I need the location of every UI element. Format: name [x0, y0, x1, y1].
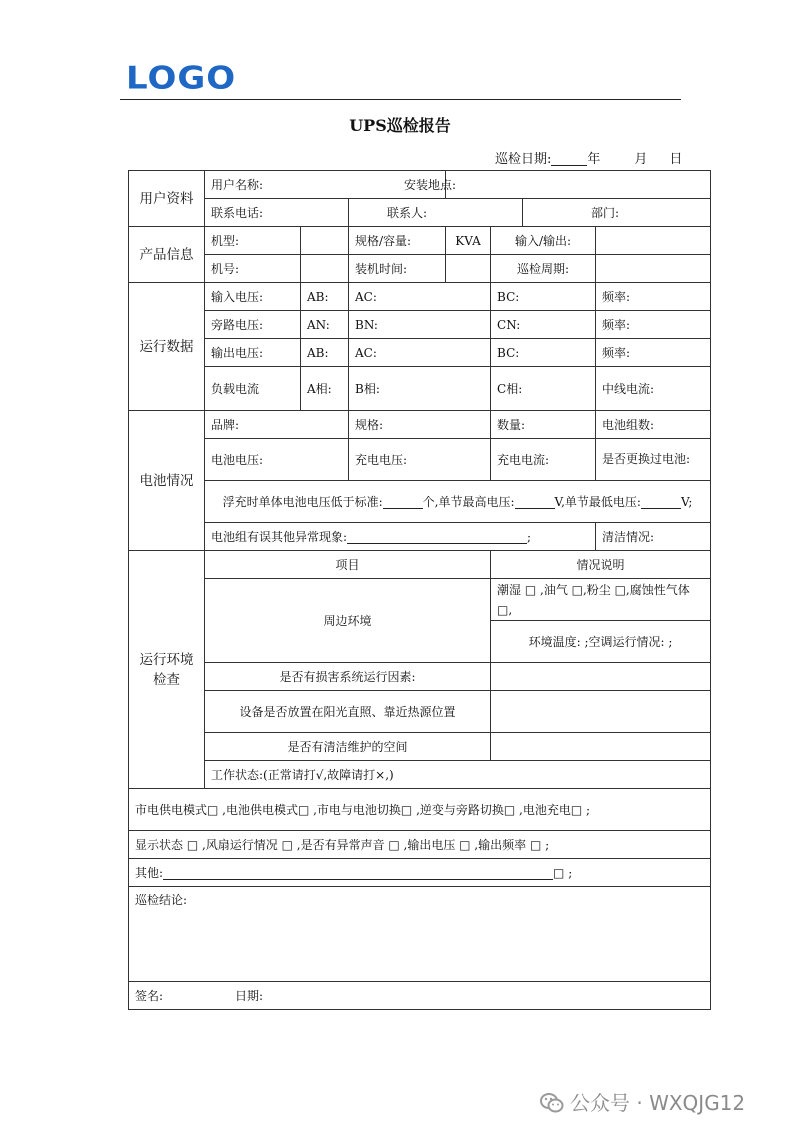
dept-field[interactable]: [523, 199, 711, 227]
load-neutral[interactable]: 中线电流:: [596, 367, 711, 411]
surround-env-label: 周边环境: [205, 579, 491, 663]
env-temp-desc[interactable]: 环境温度: ;空调运行情况: ;: [491, 621, 711, 663]
battery-qty[interactable]: 数量:: [491, 411, 596, 439]
battery-voltage[interactable]: 电池电压:: [205, 439, 349, 481]
battery-spec[interactable]: 规格:: [349, 411, 491, 439]
load-a-phase[interactable]: A相:: [301, 367, 349, 411]
conclusion-label: 巡检结论:: [135, 893, 188, 907]
input-voltage-label: 输入电压:: [205, 283, 301, 311]
section-run-data: 运行数据: [129, 283, 205, 411]
sunlight-value[interactable]: [491, 691, 711, 733]
model-value[interactable]: [301, 227, 349, 255]
charge-voltage[interactable]: 充电电压:: [349, 439, 491, 481]
surround-env-desc[interactable]: 潮湿 □ ,油气 □,粉尘 □,腐蚀性气体 □,: [491, 579, 711, 621]
wechat-icon: [540, 1092, 564, 1114]
battery-abnormal-end: ;: [527, 529, 532, 544]
install-time-label: 装机时间:: [349, 255, 446, 283]
battery-brand[interactable]: 品牌:: [205, 411, 349, 439]
bypass-cn[interactable]: CN:: [491, 311, 596, 339]
output-ac[interactable]: AC:: [349, 339, 491, 367]
clean-status[interactable]: 清洁情况:: [596, 523, 711, 551]
harm-factor-label: 是否有损害系统运行因素:: [205, 663, 491, 691]
serial-value[interactable]: [301, 255, 349, 283]
date-day: 日: [669, 152, 683, 167]
float-label-a: 浮充时单体电池电压低于标准:: [222, 494, 383, 509]
bypass-an[interactable]: AN:: [301, 311, 349, 339]
env-col-item: 项目: [205, 551, 491, 579]
input-ac[interactable]: AC:: [349, 283, 491, 311]
harm-factor-value[interactable]: [491, 663, 711, 691]
sunlight-label: 设备是否放置在阳光直照、靠近热源位置: [205, 691, 491, 733]
load-current-label: 负载电流: [205, 367, 301, 411]
install-time-value[interactable]: [446, 255, 491, 283]
install-address-label: 安装地点:: [404, 177, 457, 192]
float-charge-row[interactable]: [205, 481, 711, 523]
charge-current[interactable]: 充电电流:: [491, 439, 596, 481]
battery-groups[interactable]: 电池组数:: [596, 411, 711, 439]
logo: LOGO: [126, 60, 237, 97]
other-end: □ ;: [553, 865, 573, 880]
spec-label: 规格/容量:: [349, 227, 446, 255]
section-user: 用户资料: [129, 171, 205, 227]
output-ab[interactable]: AB:: [301, 339, 349, 367]
input-freq[interactable]: 频率:: [596, 283, 711, 311]
watermark-text: 公众号 · WXQJG12: [570, 1091, 746, 1115]
input-ab[interactable]: AB:: [301, 283, 349, 311]
output-voltage-label: 输出电压:: [205, 339, 301, 367]
section-product: 产品信息: [129, 227, 205, 283]
maintenance-space-label: 是否有清洁维护的空间: [205, 733, 491, 761]
inspection-date: [495, 148, 682, 167]
header-rule: [120, 99, 681, 100]
date-year: 年: [587, 152, 601, 167]
bypass-bn[interactable]: BN:: [349, 311, 491, 339]
maintenance-space-value[interactable]: [491, 733, 711, 761]
phone-label: 联系电话:: [211, 205, 264, 220]
io-label: 输入/输出:: [491, 227, 596, 255]
battery-abnormal-row[interactable]: [205, 523, 596, 551]
cycle-value[interactable]: [596, 255, 711, 283]
bypass-voltage-label: 旁路电压:: [205, 311, 301, 339]
phone-field[interactable]: [205, 199, 349, 227]
work-status: 工作状态:(正常请打√,故障请打×,): [205, 761, 711, 789]
date-month: 月: [634, 152, 648, 167]
env-col-desc: 情况说明: [491, 551, 711, 579]
section-environment: 运行环境检查: [129, 551, 205, 789]
other-label: 其他:: [135, 865, 164, 880]
float-label-d: V;: [680, 494, 693, 509]
float-label-c: V,单节最低电压:: [554, 494, 641, 509]
battery-abnormal-label: 电池组有误其他异常现象:: [211, 529, 348, 544]
signature-date-label: 日期:: [235, 988, 264, 1003]
serial-label: 机号:: [205, 255, 301, 283]
install-address-field[interactable]: [404, 171, 711, 199]
other-row[interactable]: [129, 859, 711, 887]
watermark: [540, 1087, 745, 1116]
signature-label: 签名:: [135, 988, 164, 1003]
bypass-freq[interactable]: 频率:: [596, 311, 711, 339]
conclusion-box[interactable]: [129, 887, 711, 982]
load-c-phase[interactable]: C相:: [491, 367, 596, 411]
input-bc[interactable]: BC:: [491, 283, 596, 311]
date-label: 巡检日期:: [495, 152, 552, 167]
output-freq[interactable]: 频率:: [596, 339, 711, 367]
signature-row[interactable]: [129, 982, 711, 1010]
contact-field[interactable]: [349, 199, 523, 227]
load-b-phase[interactable]: B相:: [349, 367, 491, 411]
display-status[interactable]: 显示状态 □ ,风扇运行情况 □ ,是否有异常声音 □ ,输出电压 □ ,输出频率 □ ;: [129, 831, 711, 859]
power-modes[interactable]: 市电供电模式□ ,电池供电模式□ ,市电与电池切换□ ,逆变与旁路切换□ ,电池充电□ ;: [129, 789, 711, 831]
battery-replaced[interactable]: 是否更换过电池:: [596, 439, 711, 481]
float-label-b: 个,单节最高电压:: [422, 494, 515, 509]
inspection-form: [128, 170, 711, 1010]
page-title: UPS巡检报告: [349, 116, 451, 135]
dept-label: 部门:: [591, 205, 620, 220]
output-bc[interactable]: BC:: [491, 339, 596, 367]
model-label: 机型:: [205, 227, 301, 255]
io-value[interactable]: [596, 227, 711, 255]
contact-label: 联系人:: [387, 205, 428, 220]
kva-label: KVA: [446, 227, 491, 255]
user-name-label: 用户名称:: [211, 177, 264, 192]
cycle-label: 巡检周期:: [491, 255, 596, 283]
section-battery: 电池情况: [129, 411, 205, 551]
